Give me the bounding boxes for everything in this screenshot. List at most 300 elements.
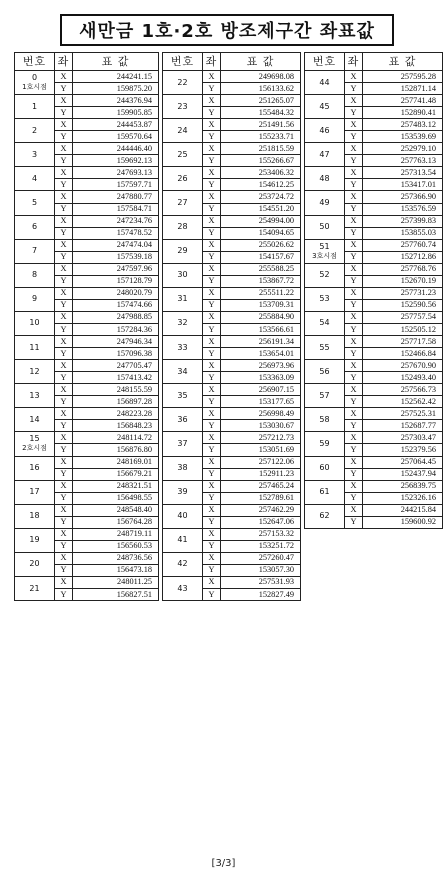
table-row [305, 360, 443, 372]
axis-x-label: X [345, 480, 363, 492]
x-coordinate: 247946.34 [73, 336, 159, 348]
point-number-label: 34 [177, 366, 188, 376]
axis-x-label: X [55, 384, 73, 396]
x-coordinate: 251491.56 [221, 119, 301, 131]
table-row [305, 408, 443, 420]
x-coordinate: 257566.73 [363, 384, 443, 396]
header-number: 번호 [15, 53, 55, 71]
y-coordinate: 152871.14 [363, 83, 443, 95]
axis-x-label: X [203, 552, 221, 564]
axis-x-label: X [203, 480, 221, 492]
point-number-label: 1 [31, 101, 38, 111]
axis-y-label: Y [345, 420, 363, 432]
x-coordinate: 247988.85 [73, 311, 159, 323]
x-coordinate: 247474.04 [73, 239, 159, 251]
axis-x-label: X [55, 143, 73, 155]
axis-x-label: X [203, 239, 221, 251]
y-coordinate: 152562.42 [363, 396, 443, 408]
y-coordinate: 152647.06 [221, 516, 301, 528]
point-number [163, 360, 203, 384]
table-header-row [163, 53, 301, 71]
table-row [15, 432, 159, 444]
table-row [15, 263, 159, 275]
table-row [163, 552, 301, 564]
point-number [305, 263, 345, 287]
table-row [163, 311, 301, 323]
x-coordinate: 248321.51 [73, 480, 159, 492]
x-coordinate: 257483.12 [363, 119, 443, 131]
table-row [305, 287, 443, 299]
header-number: 번호 [305, 53, 345, 71]
x-coordinate: 244453.87 [73, 119, 159, 131]
point-number-label: 45 [319, 101, 330, 111]
point-number-label: 5 [31, 198, 38, 208]
axis-x-label: X [55, 239, 73, 251]
x-coordinate: 244241.15 [73, 71, 159, 83]
y-coordinate: 152827.49 [221, 589, 301, 601]
header-axis: 좌 [345, 53, 363, 71]
point-number-label: 26 [177, 173, 188, 183]
point-number-label: 50 [319, 222, 330, 232]
point-number-label: 62 [319, 511, 330, 521]
x-coordinate: 257741.48 [363, 95, 443, 107]
table-row [163, 119, 301, 131]
point-number [305, 480, 345, 504]
coordinate-table [162, 52, 301, 601]
x-coordinate: 253724.72 [221, 191, 301, 203]
axis-x-label: X [345, 215, 363, 227]
point-number [15, 287, 55, 311]
point-number-label: 31 [177, 294, 188, 304]
y-coordinate: 156764.28 [73, 516, 159, 528]
y-coordinate: 157478.52 [73, 227, 159, 239]
y-coordinate: 155266.67 [221, 155, 301, 167]
table-row [163, 143, 301, 155]
point-number-label: 16 [29, 463, 40, 473]
x-coordinate: 252979.10 [363, 143, 443, 155]
x-coordinate: 257122.06 [221, 456, 301, 468]
axis-y-label: Y [345, 444, 363, 456]
y-coordinate: 154551.20 [221, 203, 301, 215]
x-coordinate: 248020.79 [73, 287, 159, 299]
axis-x-label: X [203, 215, 221, 227]
y-coordinate: 152466.84 [363, 348, 443, 360]
y-coordinate: 154612.25 [221, 179, 301, 191]
x-coordinate: 257260.47 [221, 552, 301, 564]
y-coordinate: 153030.67 [221, 420, 301, 432]
axis-x-label: X [55, 552, 73, 564]
table-header-row [305, 53, 443, 71]
point-number-label: 15 [29, 434, 40, 444]
axis-y-label: Y [55, 396, 73, 408]
axis-x-label: X [55, 119, 73, 131]
axis-x-label: X [345, 167, 363, 179]
point-number-label: 13 [29, 390, 40, 400]
point-number-label: 39 [177, 487, 188, 497]
axis-y-label: Y [345, 251, 363, 263]
point-number-label: 43 [177, 583, 188, 593]
axis-y-label: Y [55, 564, 73, 576]
axis-x-label: X [203, 528, 221, 540]
point-number [163, 143, 203, 167]
x-coordinate: 257670.90 [363, 360, 443, 372]
axis-y-label: Y [203, 444, 221, 456]
point-number [15, 504, 55, 528]
table-row [163, 71, 301, 83]
axis-y-label: Y [203, 468, 221, 480]
point-number-label: 4 [31, 173, 38, 183]
axis-x-label: X [203, 191, 221, 203]
x-coordinate: 257303.47 [363, 432, 443, 444]
axis-y-label: Y [203, 323, 221, 335]
table-row [163, 360, 301, 372]
x-coordinate: 257525.31 [363, 408, 443, 420]
x-coordinate: 257153.32 [221, 528, 301, 540]
axis-y-label: Y [203, 227, 221, 239]
point-number [15, 384, 55, 408]
y-coordinate: 156560.53 [73, 540, 159, 552]
axis-y-label: Y [203, 540, 221, 552]
point-number [15, 239, 55, 263]
axis-y-label: Y [345, 299, 363, 311]
header-axis: 좌 [55, 53, 73, 71]
axis-x-label: X [55, 191, 73, 203]
point-number-label: 8 [31, 270, 38, 280]
x-coordinate: 256907.15 [221, 384, 301, 396]
y-coordinate: 152379.56 [363, 444, 443, 456]
x-coordinate: 247234.76 [73, 215, 159, 227]
axis-y-label: Y [55, 131, 73, 143]
point-number-label: 56 [319, 366, 330, 376]
y-coordinate: 153654.01 [221, 348, 301, 360]
axis-y-label: Y [203, 107, 221, 119]
point-number-label: 9 [31, 294, 38, 304]
y-coordinate: 159570.64 [73, 131, 159, 143]
y-coordinate: 257763.13 [363, 155, 443, 167]
point-number-label: 57 [319, 390, 330, 400]
point-number-label: 32 [177, 318, 188, 328]
point-number-label: 54 [319, 318, 330, 328]
point-number [163, 336, 203, 360]
coordinate-table-3 [304, 52, 443, 529]
y-coordinate: 153539.69 [363, 131, 443, 143]
y-coordinate: 154157.67 [221, 251, 301, 263]
axis-y-label: Y [55, 420, 73, 432]
point-number-label: 46 [319, 125, 330, 135]
y-coordinate: 156679.21 [73, 468, 159, 480]
table-row [305, 95, 443, 107]
axis-y-label: Y [345, 323, 363, 335]
point-number [305, 504, 345, 528]
point-number [15, 215, 55, 239]
axis-x-label: X [55, 576, 73, 588]
axis-y-label: Y [203, 83, 221, 95]
y-coordinate: 152712.86 [363, 251, 443, 263]
point-number [15, 311, 55, 335]
table-row [305, 384, 443, 396]
y-coordinate: 152890.41 [363, 107, 443, 119]
axis-y-label: Y [345, 372, 363, 384]
y-coordinate: 156876.80 [73, 444, 159, 456]
point-number-label: 10 [29, 318, 40, 328]
axis-x-label: X [345, 191, 363, 203]
table-row [305, 480, 443, 492]
axis-x-label: X [203, 95, 221, 107]
table-row [163, 576, 301, 588]
point-number [15, 576, 55, 600]
point-number-label: 23 [177, 101, 188, 111]
axis-y-label: Y [203, 203, 221, 215]
x-coordinate: 247880.77 [73, 191, 159, 203]
table-row [163, 528, 301, 540]
axis-x-label: X [203, 360, 221, 372]
axis-x-label: X [345, 408, 363, 420]
axis-y-label: Y [203, 179, 221, 191]
start-point-label: 2호시점 [22, 444, 47, 453]
axis-x-label: X [203, 119, 221, 131]
axis-y-label: Y [203, 155, 221, 167]
table-row [305, 215, 443, 227]
axis-y-label: Y [203, 492, 221, 504]
axis-x-label: X [55, 360, 73, 372]
x-coordinate: 251265.07 [221, 95, 301, 107]
axis-x-label: X [203, 384, 221, 396]
y-coordinate: 154094.65 [221, 227, 301, 239]
point-number [163, 119, 203, 143]
point-number-label: 47 [319, 149, 330, 159]
y-coordinate: 152590.56 [363, 299, 443, 311]
y-coordinate: 156897.28 [73, 396, 159, 408]
table-row [305, 119, 443, 131]
x-coordinate: 257212.73 [221, 432, 301, 444]
axis-y-label: Y [55, 155, 73, 167]
coordinate-table-2 [162, 52, 301, 601]
axis-x-label: X [345, 287, 363, 299]
axis-y-label: Y [345, 83, 363, 95]
table-row [15, 95, 159, 107]
x-coordinate: 248114.72 [73, 432, 159, 444]
point-number [163, 215, 203, 239]
axis-x-label: X [345, 143, 363, 155]
table-row [163, 408, 301, 420]
x-coordinate: 248223.28 [73, 408, 159, 420]
point-number-label: 0 [31, 73, 38, 83]
point-number-label: 30 [177, 270, 188, 280]
table-row [163, 480, 301, 492]
point-number-label: 27 [177, 198, 188, 208]
axis-y-label: Y [345, 275, 363, 287]
axis-x-label: X [55, 95, 73, 107]
axis-x-label: X [345, 336, 363, 348]
table-row [15, 311, 159, 323]
axis-x-label: X [345, 311, 363, 323]
y-coordinate: 157128.79 [73, 275, 159, 287]
y-coordinate: 152789.61 [221, 492, 301, 504]
table-row [163, 215, 301, 227]
table-row [163, 432, 301, 444]
y-coordinate: 153566.61 [221, 323, 301, 335]
axis-x-label: X [55, 167, 73, 179]
point-number-label: 60 [319, 463, 330, 473]
y-coordinate: 152911.23 [221, 468, 301, 480]
point-number-label: 52 [319, 270, 330, 280]
coordinate-table [14, 52, 159, 601]
axis-x-label: X [203, 71, 221, 83]
point-number-label: 53 [319, 294, 330, 304]
y-coordinate: 155233.71 [221, 131, 301, 143]
axis-x-label: X [55, 311, 73, 323]
x-coordinate: 255511.22 [221, 287, 301, 299]
x-coordinate: 257531.93 [221, 576, 301, 588]
coordinate-table [304, 52, 443, 529]
point-number-label: 48 [319, 173, 330, 183]
y-coordinate: 153251.72 [221, 540, 301, 552]
table-row [15, 408, 159, 420]
point-number-label: 22 [177, 77, 188, 87]
point-number [163, 552, 203, 576]
y-coordinate: 153855.03 [363, 227, 443, 239]
point-number [305, 384, 345, 408]
point-number [163, 528, 203, 552]
x-coordinate: 257064.45 [363, 456, 443, 468]
point-number [163, 167, 203, 191]
header-value: 표 값 [221, 53, 301, 71]
page-number: [3/3] [211, 858, 236, 869]
axis-x-label: X [345, 456, 363, 468]
axis-y-label: Y [55, 516, 73, 528]
point-number-label: 21 [29, 583, 40, 593]
x-coordinate: 255588.25 [221, 263, 301, 275]
axis-x-label: X [203, 432, 221, 444]
table-header-row [15, 53, 159, 71]
point-number [305, 167, 345, 191]
axis-x-label: X [345, 360, 363, 372]
table-row [15, 480, 159, 492]
x-coordinate: 257757.54 [363, 311, 443, 323]
point-number-label: 12 [29, 366, 40, 376]
point-number [163, 71, 203, 95]
point-number [15, 263, 55, 287]
point-number-label: 3 [31, 149, 38, 159]
axis-y-label: Y [203, 275, 221, 287]
start-point-label: 3호시점 [312, 251, 337, 260]
point-number-label: 24 [177, 125, 188, 135]
x-coordinate: 253406.32 [221, 167, 301, 179]
table-row [15, 336, 159, 348]
x-coordinate: 256839.75 [363, 480, 443, 492]
point-number [163, 432, 203, 456]
axis-x-label: X [203, 287, 221, 299]
point-number [15, 167, 55, 191]
point-number [163, 384, 203, 408]
point-number [305, 215, 345, 239]
y-coordinate: 157474.66 [73, 299, 159, 311]
y-coordinate: 159875.20 [73, 83, 159, 95]
axis-x-label: X [55, 336, 73, 348]
y-coordinate: 157597.71 [73, 179, 159, 191]
axis-y-label: Y [203, 372, 221, 384]
table-row [15, 384, 159, 396]
x-coordinate: 257313.54 [363, 167, 443, 179]
point-number [305, 336, 345, 360]
x-coordinate: 248169.01 [73, 456, 159, 468]
table-row [163, 287, 301, 299]
axis-y-label: Y [203, 420, 221, 432]
table-row [163, 504, 301, 516]
axis-x-label: X [55, 71, 73, 83]
point-number-label: 58 [319, 414, 330, 424]
point-number-label: 55 [319, 342, 330, 352]
y-coordinate: 157413.42 [73, 372, 159, 384]
axis-y-label: Y [203, 131, 221, 143]
point-number-label: 18 [29, 511, 40, 521]
table-row [305, 191, 443, 203]
axis-x-label: X [203, 408, 221, 420]
point-number [163, 456, 203, 480]
point-number [163, 311, 203, 335]
x-coordinate: 257768.76 [363, 263, 443, 275]
axis-y-label: Y [345, 516, 363, 528]
point-number [15, 95, 55, 119]
point-number [163, 95, 203, 119]
y-coordinate: 157584.71 [73, 203, 159, 215]
axis-y-label: Y [345, 227, 363, 239]
table-row [305, 311, 443, 323]
x-coordinate: 257731.23 [363, 287, 443, 299]
table-row [15, 215, 159, 227]
table-row [163, 263, 301, 275]
point-number-label: 38 [177, 463, 188, 473]
point-number [15, 71, 55, 95]
point-number [163, 408, 203, 432]
axis-y-label: Y [345, 155, 363, 167]
point-number [305, 191, 345, 215]
axis-y-label: Y [55, 540, 73, 552]
point-number-label: 41 [177, 535, 188, 545]
y-coordinate: 152493.40 [363, 372, 443, 384]
y-coordinate: 157539.18 [73, 251, 159, 263]
y-coordinate: 153417.01 [363, 179, 443, 191]
table-row [305, 432, 443, 444]
x-coordinate: 251815.59 [221, 143, 301, 155]
y-coordinate: 155484.32 [221, 107, 301, 119]
table-row [163, 384, 301, 396]
axis-x-label: X [203, 456, 221, 468]
axis-y-label: Y [203, 299, 221, 311]
axis-y-label: Y [55, 179, 73, 191]
axis-x-label: X [55, 504, 73, 516]
point-number [15, 456, 55, 480]
table-row [15, 167, 159, 179]
axis-y-label: Y [55, 275, 73, 287]
axis-y-label: Y [55, 348, 73, 360]
x-coordinate: 257595.28 [363, 71, 443, 83]
axis-x-label: X [203, 143, 221, 155]
point-number-label: 20 [29, 559, 40, 569]
axis-x-label: X [203, 336, 221, 348]
x-coordinate: 248548.40 [73, 504, 159, 516]
x-coordinate: 247597.96 [73, 263, 159, 275]
point-number [305, 408, 345, 432]
point-number [163, 287, 203, 311]
header-value: 표 값 [363, 53, 443, 71]
y-coordinate: 156498.55 [73, 492, 159, 504]
y-coordinate: 156133.62 [221, 83, 301, 95]
table-row [163, 456, 301, 468]
x-coordinate: 248011.25 [73, 576, 159, 588]
table-row [15, 71, 159, 83]
x-coordinate: 255884.90 [221, 311, 301, 323]
